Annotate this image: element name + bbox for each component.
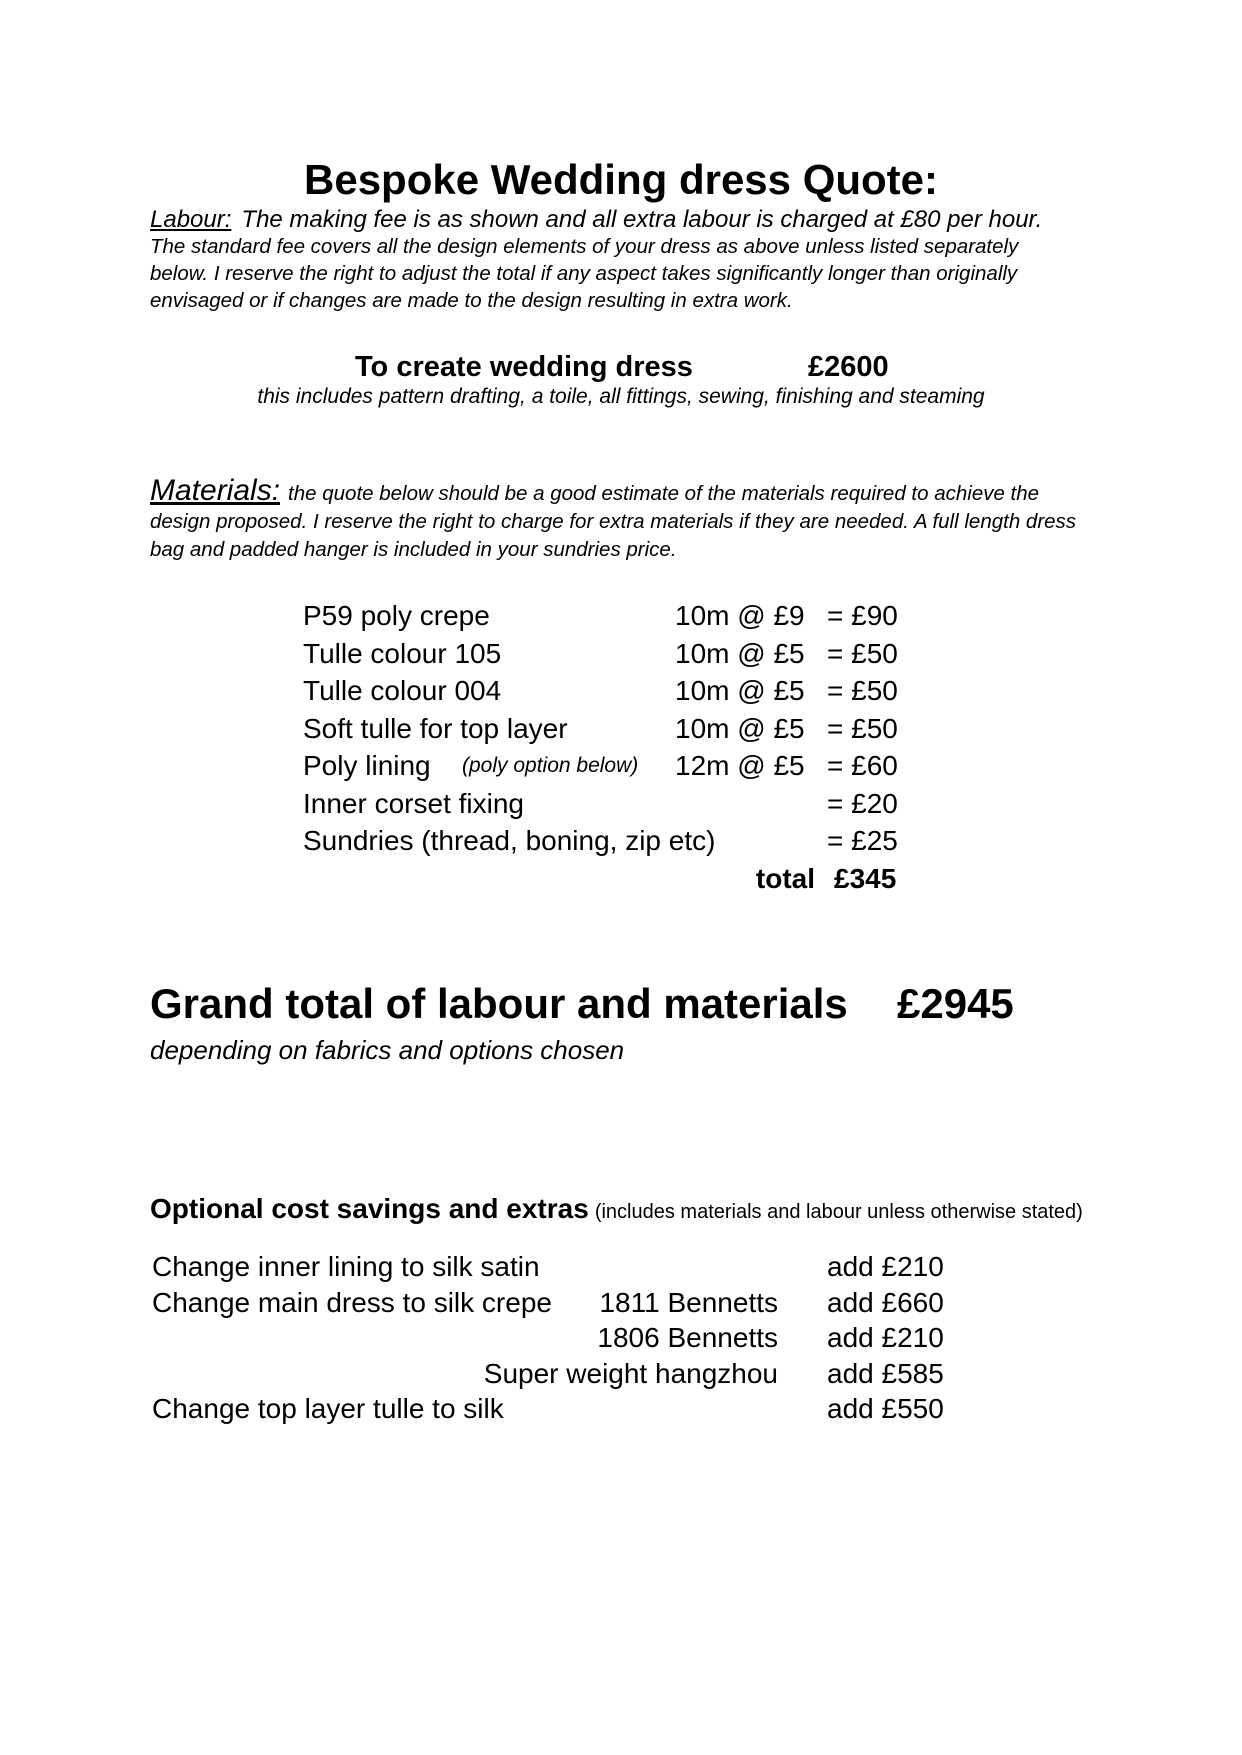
- material-qty: 12m @ £5: [675, 750, 805, 781]
- material-price: = £50: [827, 637, 898, 669]
- material-qty: 10m @ £5: [675, 712, 805, 744]
- labour-intro-text: The making fee is as shown and all extra labour is charged at £80 per hour.: [241, 206, 1043, 233]
- option-price: add £660: [827, 1286, 944, 1318]
- material-price: = £60: [827, 750, 898, 781]
- option-row: [150, 1320, 1100, 1356]
- labour-details-paragraph: The standard fee covers all the design elements of your dress as above unless listed separately below. I reserve the right to adjust the total if any aspect takes significantly longer than originally envisaged or if changes are made to the design resulting in extra work.: [150, 235, 1019, 312]
- option-label: Change main dress to silk crepe: [152, 1286, 552, 1318]
- making-fee-note: this includes pattern drafting, a toile, all fittings, sewing, finishing and steaming: [257, 385, 985, 408]
- materials-intro-paragraph: [150, 474, 1095, 564]
- grand-total-row: [150, 982, 1200, 1032]
- labour-label: Labour:: [150, 206, 232, 233]
- grand-total-amount: £2945: [897, 980, 1014, 1027]
- option-row: [150, 1285, 1100, 1321]
- materials-table: [150, 597, 1100, 897]
- material-name: Tulle colour 004: [303, 675, 502, 706]
- options-heading-note: (includes materials and labour unless otherwise stated): [594, 1201, 1083, 1223]
- option-variant: 1806 Bennetts: [597, 1322, 778, 1353]
- material-price: = £20: [827, 787, 898, 819]
- material-row: [150, 672, 1100, 710]
- making-fee-amount: £2600: [808, 351, 889, 383]
- material-name: Inner corset fixing: [303, 787, 524, 819]
- option-row: [150, 1391, 1100, 1427]
- materials-total-amount: £345: [834, 862, 897, 894]
- material-name: Sundries (thread, boning, zip etc): [303, 825, 716, 856]
- making-fee-row: [355, 352, 1055, 388]
- page-title: Bespoke Wedding dress Quote:: [304, 156, 938, 203]
- material-row: [150, 710, 1100, 748]
- material-name: Tulle colour 105: [303, 637, 502, 669]
- material-row: [150, 635, 1100, 673]
- material-note: (poly option below): [462, 754, 639, 777]
- materials-intro-text: the quote below should be a good estimate of the materials required to achieve the design proposed. I reserve the right to charge for extra materials if they are needed. A full length dress bag and padded hanger is included in your sundries price.: [150, 482, 1077, 561]
- grand-total-label: Grand total of labour and materials: [150, 980, 848, 1027]
- option-row: [150, 1249, 1100, 1285]
- material-row: [150, 747, 1100, 785]
- material-row: [150, 785, 1100, 823]
- material-row: [150, 822, 1100, 860]
- options-table: [150, 1249, 1100, 1427]
- materials-label: Materials:: [150, 474, 281, 507]
- option-label: Change top layer tulle to silk: [152, 1393, 504, 1424]
- material-row: [150, 597, 1100, 635]
- material-price: = £25: [827, 825, 898, 856]
- option-price: add £210: [827, 1251, 944, 1282]
- material-price: = £50: [827, 675, 898, 706]
- materials-total-row: [150, 860, 1100, 898]
- option-variant: Super weight hangzhou: [483, 1357, 778, 1389]
- material-name: Soft tulle for top layer: [303, 712, 568, 744]
- options-heading: [150, 1193, 1200, 1225]
- materials-total-label: total: [755, 862, 815, 894]
- option-price: add £210: [827, 1322, 944, 1353]
- options-heading-label: Optional cost savings and extras: [150, 1193, 589, 1224]
- material-qty: 10m @ £5: [675, 675, 805, 706]
- material-qty: 10m @ £5: [675, 637, 805, 669]
- option-label: Change inner lining to silk satin: [152, 1251, 540, 1282]
- labour-intro-line: [150, 206, 1150, 235]
- option-price: add £550: [827, 1393, 944, 1424]
- option-row: [150, 1356, 1100, 1392]
- material-price: = £90: [827, 600, 898, 631]
- material-name: P59 poly crepe: [303, 600, 490, 631]
- material-name: Poly lining: [303, 750, 431, 781]
- material-qty: 10m @ £9: [675, 600, 805, 631]
- option-variant: 1811 Bennetts: [599, 1286, 778, 1318]
- making-fee-label: To create wedding dress: [355, 351, 693, 383]
- grand-total-note: depending on fabrics and options chosen: [150, 1035, 625, 1065]
- option-price: add £585: [827, 1357, 944, 1389]
- material-price: = £50: [827, 712, 898, 744]
